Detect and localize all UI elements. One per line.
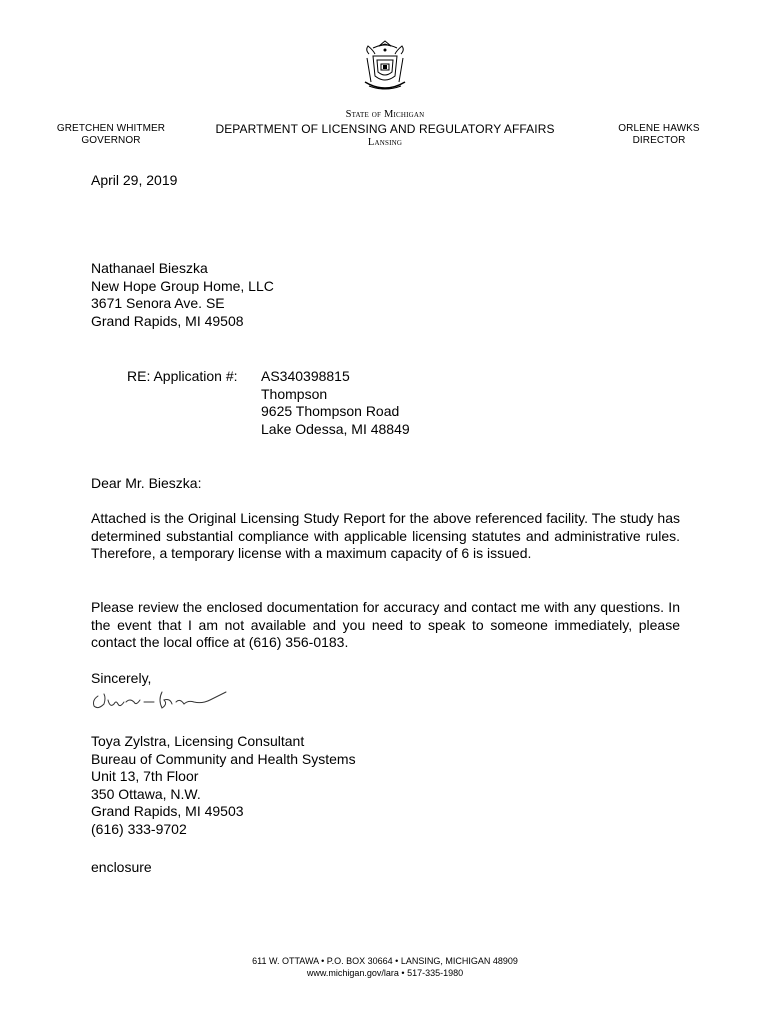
re-details <box>261 368 410 438</box>
sender-bureau: Bureau of Community and Health Systems <box>91 750 356 767</box>
governor-name: GRETCHEN WHITMER <box>56 123 166 134</box>
body-paragraph-1: Attached is the Original Licensing Study Report for the above referenced facility. The study has determined substantial compliance with applicable licensing statutes and administrative rules. Therefore, a temporary license with a maximum capacity of 6 is issued. <box>91 510 680 561</box>
body-paragraph-2: Please review the enclosed documentation for accuracy and contact me with any questions. In the event that I am not available and you need to speak to someone immediately, please contact the local office at (616) 356-0183. <box>91 599 680 650</box>
recipient-address <box>91 260 274 330</box>
sender-unit: Unit 13, 7th Floor <box>91 768 199 784</box>
sender-phone: (616) 333-9702 <box>91 820 187 837</box>
facility-city: Lake Odessa, MI 48849 <box>261 420 410 437</box>
state-line: State of Michigan <box>345 109 425 120</box>
footer-address: 611 W. OTTAWA • P.O. BOX 30664 • LANSING, MICHIGAN 48909 <box>252 956 518 966</box>
director-name: ORLENE HAWKS <box>618 123 700 134</box>
facility-name: Thompson <box>261 385 328 402</box>
sender-street: 350 Ottawa, N.W. <box>91 785 201 802</box>
governor-block <box>50 123 172 147</box>
recipient-company: New Hope Group Home, LLC <box>91 277 274 294</box>
letter-date: April 29, 2019 <box>91 172 178 188</box>
sender-name-title: Toya Zylstra, Licensing Consultant <box>91 733 305 749</box>
director-block <box>606 123 712 147</box>
director-title: DIRECTOR <box>632 135 686 146</box>
michigan-state-seal-icon <box>359 38 411 94</box>
footer <box>185 955 585 979</box>
closing: Sincerely, <box>91 670 152 686</box>
application-number: AS340398815 <box>261 368 350 384</box>
handwritten-signature <box>90 686 240 716</box>
enclosure-note: enclosure <box>91 859 152 875</box>
recipient-city: Grand Rapids, MI 49508 <box>91 312 244 329</box>
salutation: Dear Mr. Bieszka: <box>91 475 202 491</box>
governor-title: GOVERNOR <box>81 135 141 146</box>
facility-street: 9625 Thompson Road <box>261 403 400 419</box>
re-label: RE: Application #: <box>127 368 238 384</box>
footer-web-phone: www.michigan.gov/lara • 517-335-1980 <box>306 968 464 978</box>
department-name: DEPARTMENT OF LICENSING AND REGULATORY AFFAIRS <box>215 122 555 136</box>
city-line: Lansing <box>367 137 403 148</box>
recipient-street: 3671 Senora Ave. SE <box>91 295 225 311</box>
sender-city: Grand Rapids, MI 49503 <box>91 803 244 819</box>
letterhead <box>200 109 570 149</box>
sender-block <box>91 733 356 838</box>
recipient-name: Nathanael Bieszka <box>91 260 208 276</box>
